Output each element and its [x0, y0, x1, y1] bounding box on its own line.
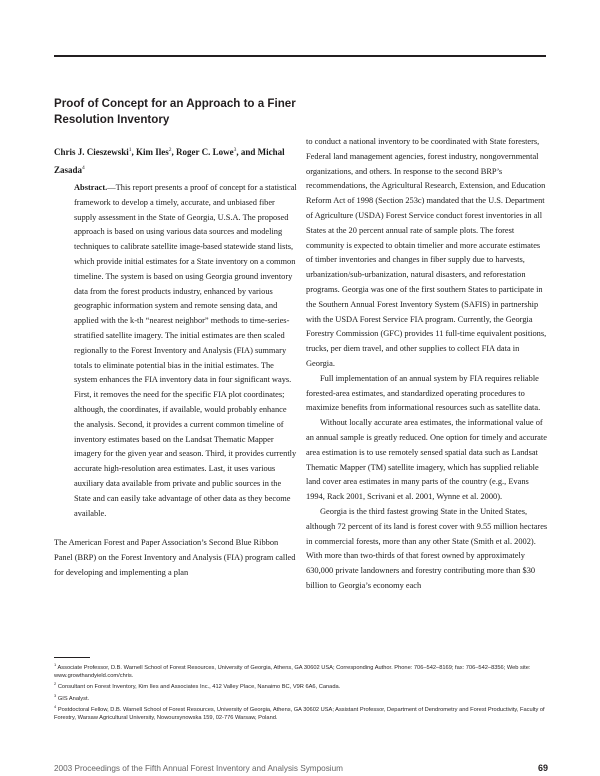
author-2: Kim Iles$^2$,	[136, 147, 176, 157]
footnote-rule	[54, 657, 90, 658]
right-column	[306, 135, 548, 594]
abstract-label: Abstract.	[74, 183, 108, 192]
footnote: $^4$ Postdoctoral Fellow, D.B. Warnell School of Forest Resources, University of Georgia, Athens, GA 30602 USA; Assistant Professor, Department of Dendrometry and Forest Productivity, Faculty of Forestry, Warsaw Agricultural University, Nowoursynowska 159, 02-776 Warsaw, Poland.	[54, 703, 545, 722]
paper-title: Proof of Concept for an Approach to a Finer Resolution Inventory	[54, 97, 296, 126]
body-paragraph: to conduct a national inventory to be coordinated with State foresters, Federal land management agencies, forest industry, nongovernmental organizations, and others. In response to the second BRP’s recommendations, the Agricultural Research, Extension, and Education Reform Act of 1998 (Section 253c) mandated that the U.S. Department of Agriculture (USDA) Forest Service conduct forest inventories in all States at the 20 percent annual rate of sample plots. The forest community is expected to obtain timelier and more accurate estimates of timber inventories and changes in fiber supply due to harvests, urbanization/sub-urbanization, natural disasters, and reforestation programs. Georgia was one of the first southern States to participate in the Southern Annual Forest Inventory System (SAFIS) in partnership with the USDA Forest Service FIA program. Currently, the Georgia Forestry Commission (GFC) provides 11 full-time equivalent positions, trucks, per diem travel, and other supplies to collect FIA data in Georgia.	[306, 137, 547, 368]
page-number: 69	[537, 763, 548, 773]
footnotes	[54, 661, 548, 722]
body-paragraph: Without locally accurate area estimates, the informational value of an annual sample is greatly reduced. One option for timely and accurate area estimation is to use remotely sensed spatial data such as Landsat Thematic Mapper (TM) satellite imagery, which has supplied reliable land cover area estimates in many parts of the country (e.g., Evans 1994, Rack 2001, Scrivani et al. 2001, Wynne et al. 2000).	[306, 418, 547, 502]
footnote: $^1$ Associate Professor, D.B. Warnell School of Forest Resources, University of Georgia, Athens, GA 30602 USA; Corresponding Author. Phone: 706–542–8169; fax: 706–542–8356; Web site: www.growthandyield.com/chris.	[54, 662, 531, 680]
intro-paragraph: The American Forest and Paper Association’s Second Blue Ribbon Panel (BRP) on the Forest Inventory and Analysis (FIA) program called for developing and implementing a plan	[54, 538, 296, 577]
abstract-text: —This report presents a proof of concept for a statistical framework to develop a timely, accurate, and unbiased fiber supply assessment in the State of Georgia, U.S.A. The proposed approach is based on using various data sources and modeling techniques to calibrate satellite image-based statewide stand lists, which provide initial estimates for a State inventory on a common timeline. The system is based on using Georgia ground inventory data from the forest products industry, enhanced by various geographic information system and remote sensing data, and applied with the k-th “nearest neighbor” methods to time-series-stratified satellite imagery. The initial estimates are then scaled regionally to the Forest Inventory and Analysis (FIA) summary totals to eliminate potential bias in the initial estimates. The system enhances the FIA inventory data in four significant ways. First, it removes the need for the specific FIA plot coordinates; although, the coordinates, if available, would probably enhance the analysis. Second, it provides a current common timeline of inventory estimates based on the Landsat Thematic Mapper imagery for the given year and season. Third, it provides currently accurate high-resolution area estimates. Last, it uses various auxiliary data available from private and public sources in the State and can easily take advantage of other data as they become available.	[74, 183, 297, 518]
author-1: Chris J. Cieszewski$^1$,	[54, 147, 136, 157]
author-3: Roger C. Lowe$^3$, and	[176, 147, 258, 157]
running-footer: 2003 Proceedings of the Fifth Annual Forest Inventory and Analysis Symposium	[54, 764, 343, 773]
left-column	[54, 181, 298, 581]
footnote: $^3$ GIS Analyst.	[54, 692, 90, 702]
author-4: Michal Zasada$^4$	[54, 147, 285, 175]
body-paragraph: Georgia is the third fastest growing State in the United States, although 72 percent of its land is forest cover with 9.55 million hectares in commercial forests, more than any other State (Smith et al. 2002). With more than two-thirds of that forest owned by approximately 630,000 private landowners and forestry contributing more than $30 billion to Georgia’s economy each	[306, 506, 548, 590]
abstract	[54, 181, 298, 521]
author-list	[54, 142, 294, 178]
header-rule	[54, 55, 546, 57]
footnote: $^2$ Consultant on Forest Inventory, Kim Iles and Associates Inc., 412 Valley Place, Nanaimo BC, V9R 6A6, Canada.	[54, 681, 341, 691]
body-paragraph: Full implementation of an annual system by FIA requires reliable forested-area estimates, and standardized operating procedures to maximize benefits from informational resources such as satellite data.	[306, 373, 541, 413]
